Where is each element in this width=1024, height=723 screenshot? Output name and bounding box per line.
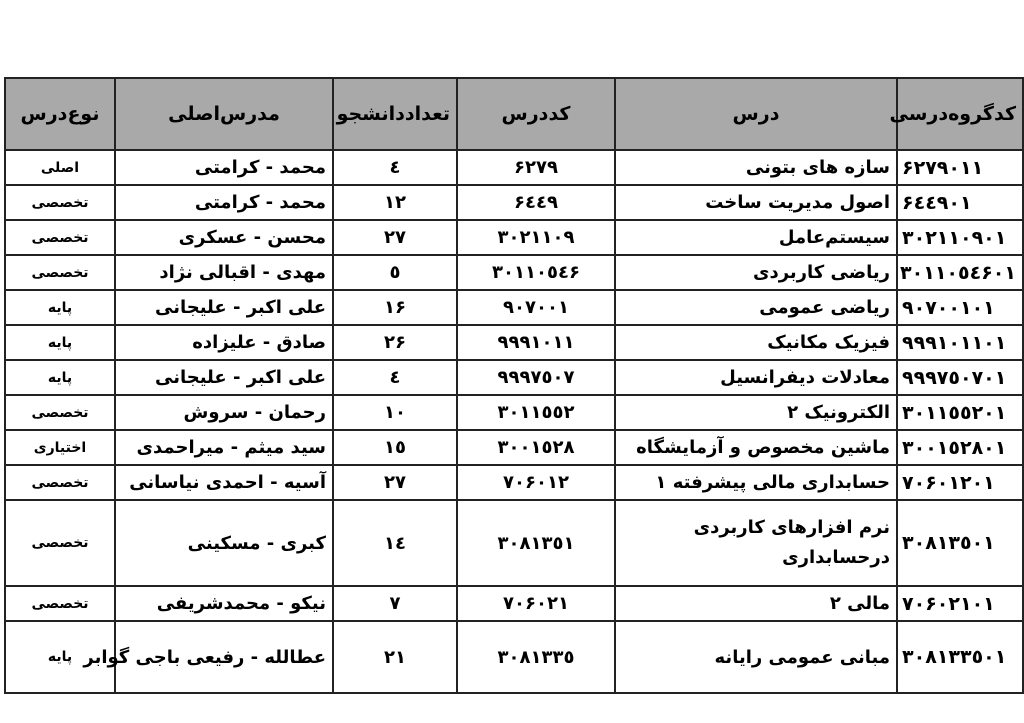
table-row bbox=[5, 325, 1023, 360]
cell-course: ریاضی کاربردی bbox=[615, 255, 897, 290]
cell-student-count: ۲۶ bbox=[333, 325, 457, 360]
cell-instructor: مهدی - اقبالی نژاد bbox=[115, 255, 333, 290]
table-row bbox=[5, 255, 1023, 290]
cell-code-group: ۹۹۹۱۰۱۱۰۱ bbox=[897, 325, 1023, 360]
cell-instructor: علی اکبر - علیجانی bbox=[115, 360, 333, 395]
cell-course-code: ۹۹۹۱۰۱۱ bbox=[457, 325, 615, 360]
table-row bbox=[5, 150, 1023, 185]
cell-course-code: ۹۰۷۰۰۱ bbox=[457, 290, 615, 325]
cell-course-code: ۳۰۱۱٥٥۲ bbox=[457, 395, 615, 430]
cell-code-group: ۶۲۷۹۰۱۱ bbox=[897, 150, 1023, 185]
cell-course: ریاضی عمومی bbox=[615, 290, 897, 325]
header-course-type: نوع‌درس bbox=[5, 78, 115, 150]
cell-course: سازه های بتونی bbox=[615, 150, 897, 185]
cell-student-count: ٤ bbox=[333, 360, 457, 395]
table-row bbox=[5, 465, 1023, 500]
cell-code-group: ۳۰۰۱٥۲۸۰۱ bbox=[897, 430, 1023, 465]
cell-course-code: ۶٤٤۹ bbox=[457, 185, 615, 220]
cell-course-type: پایه bbox=[5, 325, 115, 360]
header-course: درس bbox=[615, 78, 897, 150]
table-row bbox=[5, 500, 1023, 586]
cell-course-code: ۳۰۲۱۱۰۹ bbox=[457, 220, 615, 255]
table-header-row bbox=[5, 78, 1023, 150]
cell-instructor: رحمان - سروش bbox=[115, 395, 333, 430]
table-row bbox=[5, 290, 1023, 325]
table-row bbox=[5, 220, 1023, 255]
cell-course-type: اصلی bbox=[5, 150, 115, 185]
cell-student-count: ۱٥ bbox=[333, 430, 457, 465]
header-student-count: تعداددانشجو bbox=[333, 78, 457, 150]
cell-code-group: ۷۰۶۰۲۱۰۱ bbox=[897, 586, 1023, 621]
cell-student-count: ۷ bbox=[333, 586, 457, 621]
cell-course: نرم افزارهای کاربردی درحسابداری bbox=[615, 500, 897, 586]
cell-instructor: محمد - کرامتی bbox=[115, 150, 333, 185]
cell-course: سیستم‌عامل bbox=[615, 220, 897, 255]
cell-instructor: محسن - عسکری bbox=[115, 220, 333, 255]
header-code-group: کدگروه‌درسی bbox=[897, 78, 1023, 150]
cell-course-type: تخصصی bbox=[5, 220, 115, 255]
cell-code-group: ۳۰۸۱۳۳٥۰۱ bbox=[897, 621, 1023, 693]
cell-course: معادلات دیفرانسیل bbox=[615, 360, 897, 395]
cell-student-count: ٤ bbox=[333, 150, 457, 185]
cell-course-code: ۹۹۹۷٥۰۷ bbox=[457, 360, 615, 395]
cell-student-count: ۱۶ bbox=[333, 290, 457, 325]
header-course-code: کددرس bbox=[457, 78, 615, 150]
cell-instructor: کبری - مسکینی bbox=[115, 500, 333, 586]
cell-code-group: ۶٤٤۹۰۱ bbox=[897, 185, 1023, 220]
cell-code-group: ۳۰۱۱٥٥۲۰۱ bbox=[897, 395, 1023, 430]
cell-instructor: آسیه - احمدی نیاسانی bbox=[115, 465, 333, 500]
cell-student-count: ۱٤ bbox=[333, 500, 457, 586]
cell-instructor: صادق - علیزاده bbox=[115, 325, 333, 360]
cell-course-code: ۶۲۷۹ bbox=[457, 150, 615, 185]
cell-course-type: پایه bbox=[5, 621, 115, 693]
cell-code-group: ۳۰۲۱۱۰۹۰۱ bbox=[897, 220, 1023, 255]
cell-code-group: ۹۰۷۰۰۱۰۱ bbox=[897, 290, 1023, 325]
cell-course-code: ۳۰۸۱۳٥۱ bbox=[457, 500, 615, 586]
table-row bbox=[5, 430, 1023, 465]
cell-course-code: ۳۰۱۱۰٥٤۶ bbox=[457, 255, 615, 290]
cell-student-count: ۲۱ bbox=[333, 621, 457, 693]
cell-instructor: عطالله - رفیعی باجی گوابر bbox=[115, 621, 333, 693]
cell-course-type: تخصصی bbox=[5, 465, 115, 500]
cell-course-type: تخصصی bbox=[5, 500, 115, 586]
cell-course: مالی ۲ bbox=[615, 586, 897, 621]
table-row bbox=[5, 185, 1023, 220]
table-row bbox=[5, 621, 1023, 693]
cell-instructor: علی اکبر - علیجانی bbox=[115, 290, 333, 325]
course-schedule-sheet bbox=[4, 77, 1016, 694]
cell-course-type: تخصصی bbox=[5, 586, 115, 621]
table-row bbox=[5, 395, 1023, 430]
cell-course-type: تخصصی bbox=[5, 255, 115, 290]
cell-course-code: ۳۰۸۱۳۳٥ bbox=[457, 621, 615, 693]
header-instructor: مدرس‌اصلی bbox=[115, 78, 333, 150]
cell-course-type: اختیاری bbox=[5, 430, 115, 465]
cell-course: الکترونیک ۲ bbox=[615, 395, 897, 430]
cell-course-type: تخصصی bbox=[5, 185, 115, 220]
cell-course-type: پایه bbox=[5, 360, 115, 395]
cell-code-group: ۳۰۱۱۰٥٤۶۰۱ bbox=[897, 255, 1023, 290]
cell-course: حسابداری مالی پیشرفته ۱ bbox=[615, 465, 897, 500]
table-row bbox=[5, 586, 1023, 621]
cell-course: فیزیک مکانیک bbox=[615, 325, 897, 360]
cell-student-count: ۱۰ bbox=[333, 395, 457, 430]
course-table bbox=[4, 77, 1024, 694]
cell-course: مبانی عمومی رایانه bbox=[615, 621, 897, 693]
table-row bbox=[5, 360, 1023, 395]
cell-student-count: ٥ bbox=[333, 255, 457, 290]
cell-student-count: ۲۷ bbox=[333, 465, 457, 500]
cell-course-type: پایه bbox=[5, 290, 115, 325]
cell-code-group: ۷۰۶۰۱۲۰۱ bbox=[897, 465, 1023, 500]
cell-student-count: ۱۲ bbox=[333, 185, 457, 220]
cell-instructor: محمد - کرامتی bbox=[115, 185, 333, 220]
cell-instructor: نیکو - محمدشریفی bbox=[115, 586, 333, 621]
cell-course: ماشین مخصوص و آزمایشگاه bbox=[615, 430, 897, 465]
cell-course: اصول مدیریت ساخت bbox=[615, 185, 897, 220]
cell-code-group: ۹۹۹۷٥۰۷۰۱ bbox=[897, 360, 1023, 395]
cell-course-code: ۷۰۶۰۲۱ bbox=[457, 586, 615, 621]
cell-course-code: ۳۰۰۱٥۲۸ bbox=[457, 430, 615, 465]
cell-instructor: سید میثم - میراحمدی bbox=[115, 430, 333, 465]
cell-course-code: ۷۰۶۰۱۲ bbox=[457, 465, 615, 500]
cell-code-group: ۳۰۸۱۳٥۰۱ bbox=[897, 500, 1023, 586]
cell-course-type: تخصصی bbox=[5, 395, 115, 430]
cell-student-count: ۲۷ bbox=[333, 220, 457, 255]
